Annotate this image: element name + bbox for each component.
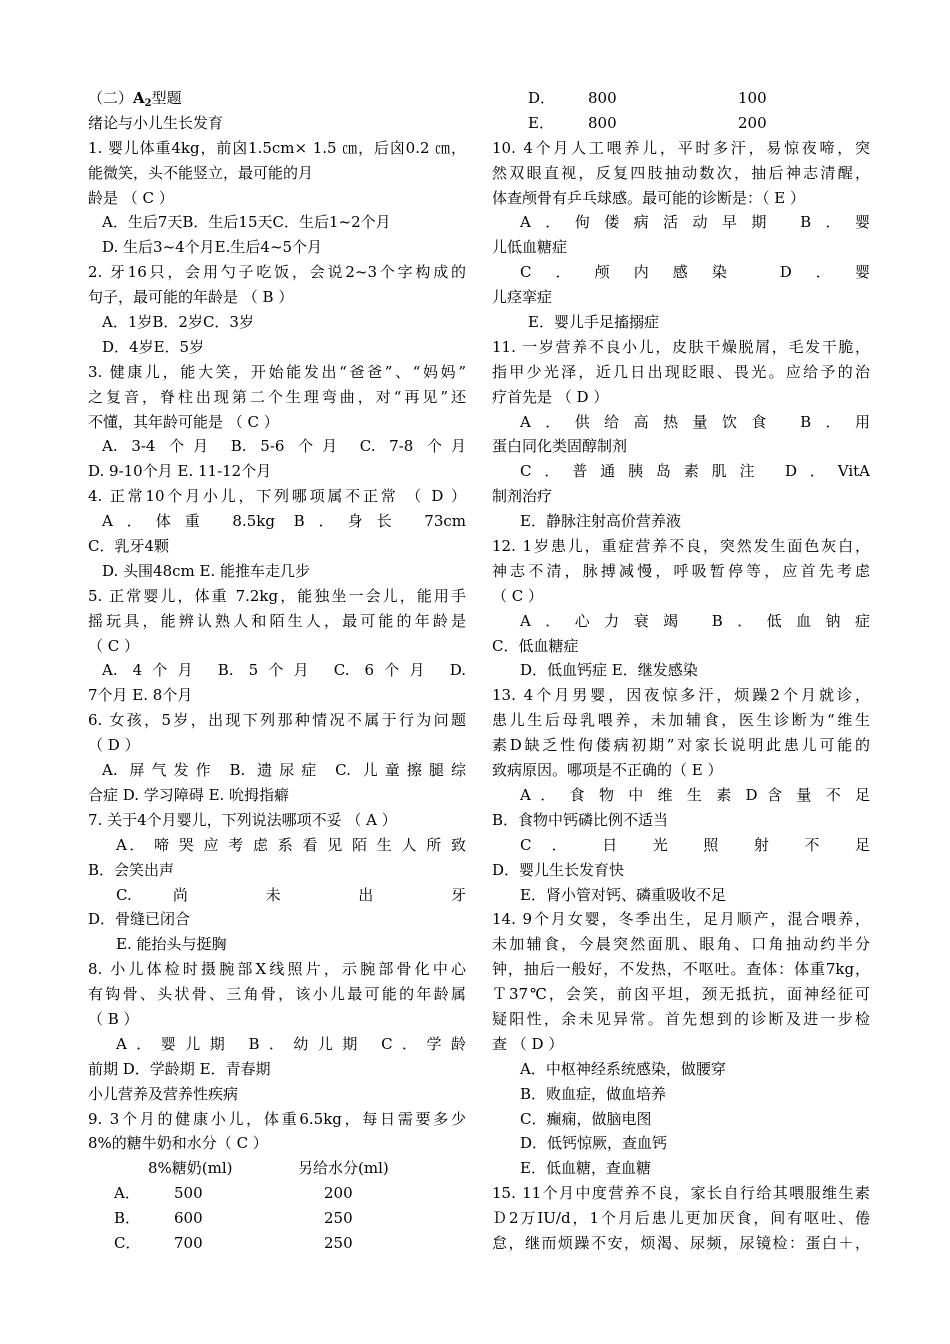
- text-line: 12. 1岁患儿，重症营养不良，突然发生面色灰白，: [492, 537, 870, 556]
- text-line: A．1岁B．2岁C．3岁: [102, 313, 254, 332]
- text-line: A．婴儿期 B．幼儿期 C．学龄: [116, 1034, 466, 1053]
- table-cell: D．: [528, 89, 556, 107]
- text-line: D．婴儿生长发育快: [492, 860, 625, 879]
- text-line: 6. 女孩，5岁，出现下列那种情况不属于行为问题: [88, 711, 466, 730]
- text-line: 然双眼直视，反复四肢抽动数次，抽后神志清醒，: [492, 163, 870, 182]
- text-line: 素D缺乏性佝偻病初期”对家长说明此患儿可能的: [492, 736, 870, 755]
- text-line: 不懂，其年龄可能是 （ C ）: [88, 412, 279, 431]
- text-line: 合症 D. 学习障碍 E. 吮拇指癖: [88, 785, 290, 804]
- table-cell: 700: [174, 1233, 203, 1252]
- text-line: 11. 一岁营养不良小儿，皮肤干燥脱屑，毛发干脆，: [492, 337, 870, 356]
- text-line: 1. 婴儿体重4kg，前囟1.5cm× 1.5 ㎝，后囟0.2 ㎝，: [88, 138, 466, 157]
- heading-suffix: 型题: [151, 89, 182, 107]
- text-line: 查 （ D ）: [492, 1034, 564, 1053]
- right-column: [492, 86, 870, 1256]
- text-line: A．供给高热量饮食 B．用: [520, 412, 870, 431]
- text-line: E．肾小管对钙、磷重吸收不足: [520, 885, 726, 904]
- table-row: [492, 86, 870, 111]
- heading-subscript: 2: [144, 98, 152, 109]
- text-line: 8%的糖牛奶和水分（ C ）: [88, 1134, 268, 1153]
- text-line: A. 3-4 个月 B. 5-6 个月 C. 7-8 个月: [102, 437, 466, 456]
- text-line: 5. 正常婴儿，体重 7.2kg，能独坐一会儿，能用手: [88, 586, 466, 605]
- table-cell: 800: [588, 89, 617, 107]
- table-cell: 600: [174, 1209, 203, 1228]
- table-cell: 250: [324, 1233, 353, 1252]
- table-cell: A．: [114, 1184, 140, 1203]
- text-line: 摇玩具，能辨认熟人和陌生人，最可能的年龄是: [88, 611, 466, 630]
- text-line: （ C ）: [88, 636, 140, 655]
- text-line: D．低钙惊厥，查血钙: [520, 1134, 668, 1153]
- text-line: A. 屏气发作 B. 遗尿症 C. 儿童擦腿综: [102, 761, 466, 780]
- text-line: D．骨缝已闭合: [88, 910, 191, 929]
- text-line: E．婴儿手足搐搦症: [528, 313, 659, 332]
- text-line: Ｄ2万IU/d，1个月后患儿更加厌食，间有呕吐、倦: [492, 1209, 870, 1228]
- text-line: D. 生后3~4个月E.生后4~5个月: [102, 238, 323, 257]
- table-rows-left: [88, 1181, 466, 1256]
- text-line: 未加辅食，今晨突然面肌、眼角、口角抽动约半分: [492, 935, 870, 954]
- table-cell: 250: [324, 1209, 353, 1228]
- text-line: 儿低血糖症: [492, 238, 568, 257]
- text-line: A．心力衰竭 B．低血钠症: [520, 611, 870, 630]
- text-line: 句子，最可能的年龄是 （ B ）: [88, 288, 294, 307]
- text-line: 3. 健康儿，能大笑，开始能发出“爸爸”、“妈妈”: [88, 362, 466, 381]
- text-line: 制剂治疗: [492, 487, 553, 506]
- table-cell: 200: [738, 113, 767, 132]
- text-line: A．体重 8.5kg B．身长 73cm: [102, 512, 466, 531]
- left-text-lines: [88, 111, 466, 1156]
- text-line: B．败血症，做血培养: [520, 1084, 667, 1103]
- text-line: （ B ）: [88, 1009, 139, 1028]
- table-row: [88, 1206, 466, 1231]
- text-line: 绪论与小儿生长发育: [88, 113, 224, 132]
- text-line: D．低血钙症 E．继发感染: [520, 661, 698, 680]
- left-column: [88, 86, 466, 1256]
- table-cell: 800: [588, 113, 617, 132]
- text-line: C．低血糖症: [492, 636, 579, 655]
- text-line: 2. 牙16只，会用勺子吃饭，会说2~3个字构成的: [88, 263, 466, 282]
- text-line: 小儿营养及营养性疾病: [88, 1084, 239, 1103]
- text-line: C．普通胰岛素肌注 D．VitA: [520, 462, 870, 481]
- table-header: [88, 1156, 466, 1181]
- text-line: D. 头围48cm E. 能推车走几步: [102, 561, 310, 580]
- table-cell: C．: [114, 1233, 141, 1252]
- heading-letter: A: [133, 89, 145, 107]
- text-line: 蛋白同化类固醇制剂: [492, 437, 628, 456]
- heading-prefix: （二）: [88, 89, 134, 107]
- text-line: 4. 正常10个月小儿，下列哪项属不正常 （ D ）: [88, 487, 466, 506]
- table-header-water: 另给水分(ml): [298, 1159, 389, 1178]
- text-line: 龄是 （ C ）: [88, 188, 174, 207]
- text-line: A．生后7天B．生后15天C．生后1~2个月: [102, 213, 391, 232]
- text-line: C．乳牙4颗: [88, 537, 170, 556]
- text-line: 致病原因。哪项是不正确的（ E ）: [492, 761, 723, 780]
- text-line: E．低血糖，查血糖: [520, 1159, 651, 1178]
- text-line: 10. 4个月人工喂养儿，平时多汗，易惊夜啼，突: [492, 138, 870, 157]
- text-line: 9. 3个月的健康小儿，体重6.5kg，每日需要多少: [88, 1109, 466, 1128]
- text-line: 之复音，脊柱出现第二个生理弯曲，对“再见”还: [88, 387, 466, 406]
- table-cell: B．: [114, 1209, 141, 1228]
- section-heading: [88, 86, 466, 111]
- text-line: 13. 4个月男婴，因夜惊多汗，烦躁2个月就诊，: [492, 686, 870, 705]
- text-line: 疗首先是 （ D ）: [492, 387, 609, 406]
- text-line: 疑阳性，余未见异常。首先想到的诊断及进一步检: [492, 1009, 870, 1028]
- table-rows-right: [492, 86, 870, 136]
- table-cell: E．: [528, 113, 554, 132]
- table-cell: 100: [738, 89, 767, 107]
- text-line: 有钩骨、头状骨、三角骨，该小儿最可能的年龄属: [88, 985, 466, 1004]
- table-row: [88, 1181, 466, 1206]
- text-line: 能微笑，头不能竖立，最可能的月: [88, 163, 314, 182]
- text-line: 7. 关于4个月婴儿，下列说法哪项不妥 （ A ）: [88, 810, 397, 829]
- text-line: 钟，抽后一般好，不发热，不呕吐。查体：体重7kg，: [492, 960, 870, 979]
- text-line: 15. 11个月中度营养不良，家长自行给其喂服维生素: [492, 1184, 870, 1203]
- text-line: E．静脉注射高价营养液: [520, 512, 681, 531]
- table-header-milk: 8%糖奶(ml): [148, 1159, 233, 1178]
- text-line: 体查颅骨有乒乓球感。最可能的诊断是：（ E ）: [492, 188, 805, 207]
- text-line: 7个月 E. 8个月: [88, 686, 193, 705]
- text-line: B．食物中钙磷比例不适当: [492, 810, 669, 829]
- text-line: 患儿生后母乳喂养，未加辅食，医生诊断为“维生: [492, 711, 870, 730]
- text-line: A ． 食 物 中 维 生 素 D 含 量 不 足: [520, 785, 870, 804]
- table-row: [492, 111, 870, 136]
- text-line: 儿痉挛症: [492, 288, 553, 307]
- text-line: 指甲少光泽，近几日出现眨眼、畏光。应给予的治: [492, 362, 870, 381]
- table-row: [88, 1231, 466, 1256]
- text-line: 14. 9个月女婴，冬季出生，足月顺产，混合喂养，: [492, 910, 870, 929]
- text-line: E. 能抬头与挺胸: [116, 935, 227, 954]
- text-line: D．4岁E．5岁: [102, 337, 205, 356]
- text-line: （ C ）: [492, 586, 544, 605]
- table-cell: 500: [174, 1184, 203, 1203]
- text-line: 神志不清，脉搏减慢，呼吸暂停等，应首先考虑: [492, 561, 870, 580]
- text-line: B．会笑出声: [88, 860, 175, 879]
- text-line: D. 9-10个月 E. 11-12个月: [88, 462, 272, 481]
- text-line: C．颅内感染 D．婴: [520, 263, 870, 282]
- text-line: 怠，继而烦躁不安，烦渴、尿频，尿镜检：蛋白＋，: [492, 1233, 870, 1252]
- right-text-lines: [492, 136, 870, 1256]
- text-line: （ D ）: [88, 736, 140, 755]
- text-line: C．癫痫，做脑电图: [520, 1109, 652, 1128]
- text-line: A．中枢神经系统感染，做腰穿: [520, 1059, 726, 1078]
- text-line: Ｔ37℃，会笑，前囟平坦，颈无抵抗，面神经征可: [492, 985, 870, 1004]
- text-line: A． 啼 哭 应 考 虑 系 看 见 陌 生 人 所 致: [116, 835, 466, 854]
- text-line: 8. 小儿体检时摄腕部X线照片，示腕部骨化中心: [88, 960, 466, 979]
- text-line: C ． 日 光 照 射 不 足: [520, 835, 870, 854]
- text-line: A．佝偻病活动早期 B．婴: [520, 213, 870, 232]
- table-cell: 200: [324, 1184, 353, 1203]
- text-line: 前期 D．学龄期 E．青春期: [88, 1059, 271, 1078]
- text-line: A. 4个月 B. 5个月 C. 6个月 D.: [102, 661, 466, 680]
- text-line: C. 尚 未 出 牙: [116, 885, 466, 904]
